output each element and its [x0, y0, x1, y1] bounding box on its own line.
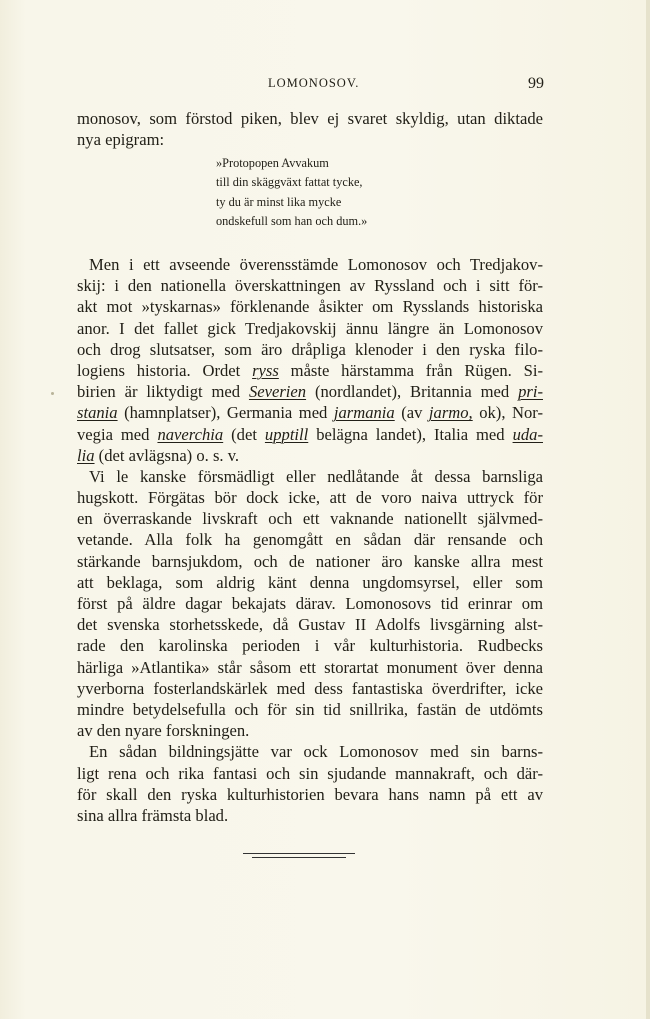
paper-speck — [51, 392, 54, 395]
italic-word: jarmo, — [428, 403, 473, 423]
main-text — [77, 254, 543, 826]
text-line: sina allra främsta blad. — [77, 805, 229, 825]
text-line: anor. I det fallet gick Tredjakovskij ännu längre än Lomonosov — [77, 318, 543, 338]
text-segment: (nordlandet), Britannia med — [306, 382, 519, 402]
text-line: Vi le kanske försmädligt eller nedlåtande åt dessa barnsliga — [89, 466, 543, 486]
text-line-with-italic — [77, 381, 543, 402]
text-line: det svenska storhetsskede, då Gustav II Adolfs livsgärning alst- — [77, 615, 543, 635]
italic-word: Severien — [248, 382, 307, 402]
text-line: mindre betydelsefulla och för sin tid snillrika, fastän de utdömts — [77, 699, 543, 719]
verse-line: »Protopopen Avvakum — [216, 156, 329, 170]
text-segment: belägna landet), Italia med — [308, 424, 513, 444]
text-line: härliga »Atlantika» står såsom ett storartat monument över denna — [77, 657, 543, 677]
text-line-with-italic — [77, 445, 543, 466]
running-title: LOMONOSOV. — [268, 76, 360, 90]
italic-word: lia — [77, 445, 95, 465]
page-number: 99 — [528, 75, 544, 92]
text-segment: logiens historia. Ordet — [77, 360, 253, 380]
text-segment: birien är liktydigt med — [77, 382, 249, 402]
verse-line: till din skäggväxt fattat tycke, — [216, 175, 363, 190]
italic-word: uda- — [512, 424, 543, 444]
text-line: skij: i den nationella överskattningen av Ryssland och i sitt för- — [77, 276, 543, 296]
epigram-verse — [216, 154, 367, 231]
text-segment: måste härstamma från Rügen. Si- — [278, 360, 543, 380]
text-line: Men i ett avseende överensstämde Lomonosov och Tredjakov- — [89, 255, 543, 274]
text-line: först på äldre dagar bekajats därav. Lomonosovs tid erinrar om — [77, 594, 543, 613]
text-line: en överraskande livskraft och ett vaknande nationellt självmed- — [77, 509, 543, 529]
text-line: akt mot »tyskarnas» förklenande åsikter om Rysslands historiska — [77, 297, 543, 317]
text-segment: ok), Nor- — [472, 403, 543, 423]
text-segment: vegia med — [77, 424, 158, 444]
text-segment: (hamnplatser), Germania med — [117, 403, 334, 423]
italic-word: upptill — [264, 424, 309, 444]
italic-word: pri- — [518, 382, 543, 402]
text-line: stärkande barnsjukdom, och de nationer äro kanske allra mest — [77, 551, 543, 571]
text-line: rade den karolinska perioden i vår kulturhistoria. Rudbecks — [77, 636, 543, 656]
text-line: vetande. Alla folk ha genomgått en sådan där rensande och — [77, 530, 543, 550]
text-line: för skall den ryska kulturhistorien bevara hans namn på ett av — [77, 784, 543, 804]
text-segment: (det avlägsna) o. s. v. — [94, 445, 240, 465]
end-rule — [252, 857, 346, 858]
italic-word: stania — [77, 403, 118, 423]
italic-word: jarmania — [333, 403, 395, 423]
text-line-with-italic — [77, 402, 543, 423]
text-line: av den nyare forskningen. — [77, 721, 250, 741]
running-head — [0, 76, 650, 96]
end-rule — [243, 853, 355, 854]
text-line: hugskott. Förgätas bör dock icke, att de voro naiva uttryck för — [77, 488, 543, 508]
page-edge — [646, 0, 650, 1019]
text-line: En sådan bildningsjätte var ock Lomonosov med sin barns- — [89, 742, 543, 762]
verse-line: ondskefull som han och dum.» — [216, 213, 368, 228]
italic-word: ryss — [252, 360, 279, 380]
text-line: nya epigram: — [77, 130, 165, 150]
text-line: att beklaga, som aldrig känt denna ungdomsyrsel, eller som — [77, 572, 543, 592]
text-segment: (det — [223, 424, 265, 444]
text-line: monosov, som förstod piken, blev ej svaret skyldig, utan diktade — [77, 109, 543, 128]
text-segment: (av — [394, 403, 429, 423]
text-line-with-italic — [77, 360, 543, 381]
text-line: ligt rena och rika fantasi och sin sjudande mannakraft, och där- — [77, 763, 543, 783]
text-line-with-italic — [77, 424, 543, 445]
intro-text — [77, 108, 543, 150]
italic-word: naverchia — [157, 424, 224, 444]
text-line: och drog slutsatser, som äro dråpliga klenoder i den ryska filo- — [77, 339, 543, 359]
verse-line: ty du är minst lika mycke — [216, 194, 342, 209]
text-line: yverborna fosterlandskärlek med dess fantastiska överdrifter, icke — [77, 678, 543, 698]
